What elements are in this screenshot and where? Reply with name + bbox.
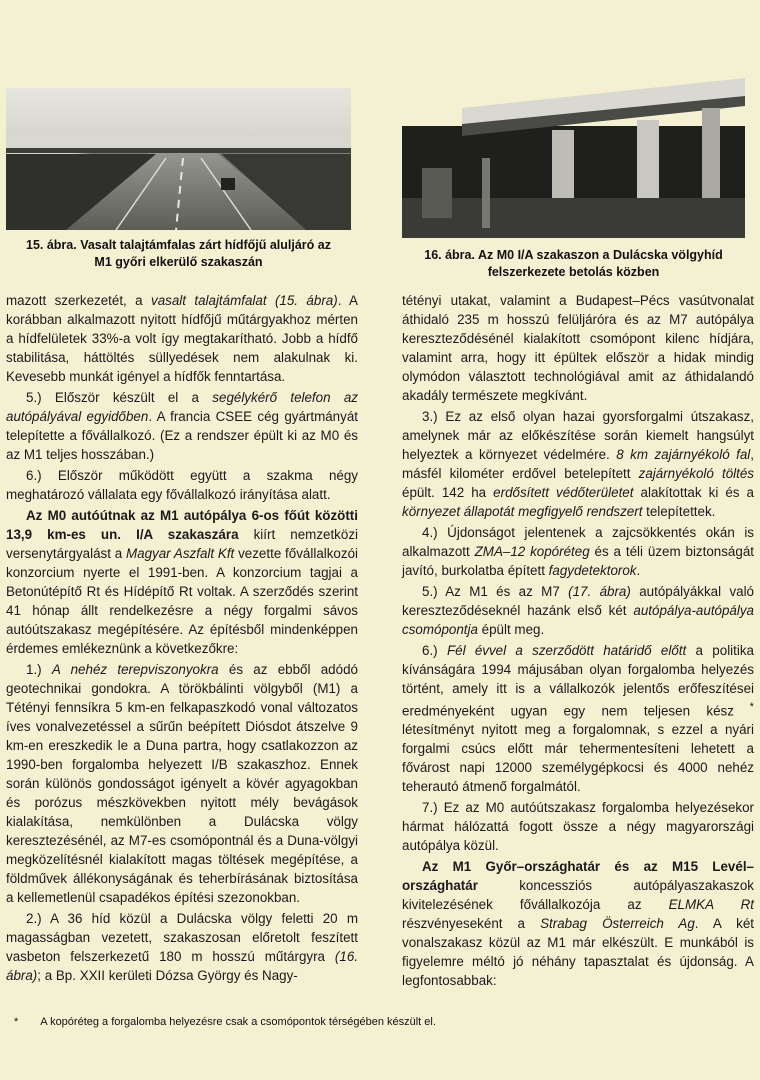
text: 1.) (26, 662, 52, 677)
right-column (402, 291, 754, 990)
paragraph (402, 523, 754, 580)
paragraph (6, 466, 358, 504)
italic-text: vasalt talajtámfalat (15. ábra) (151, 293, 338, 308)
italic-text: 8 km zajárnyékoló fal (616, 447, 751, 462)
text: 4.) Újdonságot jelentenek a zajcsökkentés okán is alkalmazott (402, 525, 754, 559)
text: . (636, 563, 641, 578)
bold-text: Az M0 autóútnak az M1 autópálya 6-os főút közötti 13,9 km-es un. I/A szakaszára (6, 508, 358, 542)
paragraph (402, 857, 754, 990)
text: 6.) (422, 643, 447, 658)
footnote-marker: * (733, 701, 754, 713)
figure-15-caption-line1: 15. ábra. Vasalt talajtámfalas zárt hídfőjű aluljáró az (26, 238, 331, 252)
italic-text: A nehéz terepviszonyokra (51, 662, 219, 677)
text: . A két vonalszakasz közül az M1 már elkészült. E munkából is figyelemre méltó jó néhány tapasztalat és újdonság. A legfontosabbak: (402, 916, 754, 989)
paragraph (6, 388, 358, 464)
text: . A korábban alkalmazott nyitott hídfőjű műtárgyakhoz mérten a hídfelületek 33%-a volt így megtakarítható. Jobb a hídfő stabilitása, háttöltés süllyedések nem alakulnak ki. Kevesebb munkát igényel a hídfők fenntartása. (6, 293, 358, 384)
text: és az ebből adódó geotechnikai gondokra. A törökbálinti völgyből (M1) a Tétényi fennsíkra 5 km-en felkapaszkodó vonal változatos íves vonalvezetéssel a sűrűn beépített Diósdot átszelve 9 km-en ereszkedik le a Duna partra, hogy csatlakozzon az 1990-ben forgalomba helyezett I/B szakaszhoz. Ennek során különös gondosságot igényelt a kövér agyagokban és porózus mészkövekben nyitott mély bevágások kialakítása, nemkülönben a Dulácska völgy keresztezésénél, az M7-es csomópontnál és a Duna-völgyi megközelítésnél kialakított magas töltések megépítése, a földművek állékonyságának és teherbírásának biztosítása a kellemetlenül csapadékos építési szezonokban. (6, 662, 358, 905)
paragraph (402, 798, 754, 855)
italic-text: ELMKA Rt (668, 897, 755, 913)
text: és a téli üzem biztonságát javító, burkolatba épített (402, 544, 754, 578)
text: ; a Bp. XXII kerületi Dózsa György és Nagy- (37, 968, 298, 983)
text: tétényi utakat, valamint a Budapest–Pécs vasútvonalat áthidaló 235 m hosszú felüljáróra és az M7 autópálya kereszteződésénél kialakított csomópont kilenc hídjára, valamint arra, hogy itt épültek először a hidak mindig olymódon választott technológiával amit az áthidalandó akadály természete megkívánt. (402, 293, 754, 403)
italic-text: környezet állapotát megfigyelő rendszert (402, 504, 643, 519)
text: 3.) Ez az első olyan hazai gyorsforgalmi útszakasz, amelynek már az előkészítése során kiemelt hangsúlyt helyeztek a környezet védelmére. (402, 409, 754, 462)
italic-text: Strabag Österreich Ag (540, 916, 695, 932)
paragraph (402, 582, 754, 639)
text: 2.) A 36 híd közül a Dulácska völgy feletti 20 m magasságban vezetett, szakaszosan előretolt feszített vasbeton felszerkezetű 180 m hosszú műtárgyra (6, 911, 358, 964)
text: alakítottak ki és a (633, 485, 755, 500)
italic-text: autópálya-autópálya csomópontja (402, 603, 754, 637)
paragraph (6, 909, 358, 985)
paragraph (6, 291, 358, 386)
figure-15-caption (6, 237, 351, 271)
text: 5.) Először készült el a (26, 390, 213, 405)
text: vezette fővállalkozói konzorcium nyerte el 1991-ben. A konzorcium tagjai a Betonútépítő Rt és Hídépítő Rt voltak. A szerződés szerint 41 hónap állt rendelkezésre a négy forgalmi sávos autóútszakasz megépítésére. Az építésből mindenképpen érdemes emlékeznünk a következőkre: (6, 546, 358, 656)
footnote (14, 1016, 714, 1028)
italic-text: Magyar Aszfalt Kft (125, 546, 235, 561)
figure-16-caption-line2: felszerkezete betolás közben (487, 265, 660, 279)
text: , másfél kilométer erdővel betelepített (402, 447, 754, 481)
italic-text: (16. ábra) (6, 949, 358, 983)
footnote-marker: * (14, 1016, 19, 1028)
paragraph (402, 291, 754, 405)
figure-15-photo (6, 78, 351, 230)
bold-text: Az M1 Győr–országhatár és az M15 Levél–országhatár (402, 859, 754, 894)
text: telepítettek. (642, 504, 716, 519)
text: létesítményt nyitott meg a forgalomnak, s ezzel a nyári forgalmi csúcs előtt már tehermentesíteni lehetett a fővárost napi 12000 személygépkocsi és 4000 nehéz teherautó átmenő forgalmától. (402, 722, 754, 795)
footnote-text: A kopóréteg a forgalomba helyezésre csak a csomópontok térségében készült el. (40, 1016, 436, 1028)
paragraph (6, 506, 358, 658)
text: a politika kívánságára 1994 májusában olyan forgalomba helyezés történt, amely itt is a vállalkozók jelentős erőfeszítései eredményeként ugyan egy nem teljesen kész (402, 643, 754, 719)
text: autópályákkal való kereszteződéseknél hazánk első két (402, 584, 755, 618)
paragraph (6, 660, 358, 907)
italic-text: ZMA–12 kopóréteg (474, 544, 590, 559)
italic-text: Fél évvel a szerződött határidő előtt (446, 643, 687, 658)
paragraph (402, 641, 754, 796)
text: . A francia CSEE cég gyártmányát telepítette a fővállalkozó. (Ez a rendszer épült ki az M0 és az M1 teljes hosszában.) (6, 409, 358, 462)
figure-16-photo (402, 78, 745, 238)
figure-15-caption-line2: M1 győri elkerülő szakaszán (94, 255, 263, 269)
text: részvényeseként a (402, 916, 541, 932)
text: mazott szerkezetét, a (6, 293, 151, 308)
figure-16-caption (402, 247, 745, 281)
text: koncessziós autópályaszakaszok kivitelezésének fővállalkozója az (402, 878, 754, 913)
text: épült. 142 ha (402, 485, 494, 500)
italic-text: erdősített védőterületet (493, 485, 634, 500)
text: 7.) Ez az M0 autóútszakasz forgalomba helyezésekor hármat hálózattá fogott össze a négy magyarországi autópálya közül. (402, 800, 754, 854)
text: 6.) Először működött együtt a szakma négy meghatározó vállalata egy fővállalkozó irányítása alatt. (6, 468, 358, 502)
left-column (6, 291, 358, 985)
text: 5.) Az M1 és az M7 (422, 584, 569, 599)
italic-text: fagydetektorok (548, 563, 637, 578)
text: épült meg. (477, 622, 545, 637)
italic-text: zajárnyékoló töltés (638, 466, 754, 481)
italic-text: segélykérő telefon az autópályával egyidőben (6, 390, 358, 424)
text: kiírt nemzetközi versenytárgyalást a (6, 527, 358, 561)
italic-text: (17. ábra) (568, 584, 631, 599)
figure-16-caption-line1: 16. ábra. Az M0 I/A szakaszon a Dulácska völgyhíd (424, 248, 723, 262)
paragraph (402, 407, 754, 521)
